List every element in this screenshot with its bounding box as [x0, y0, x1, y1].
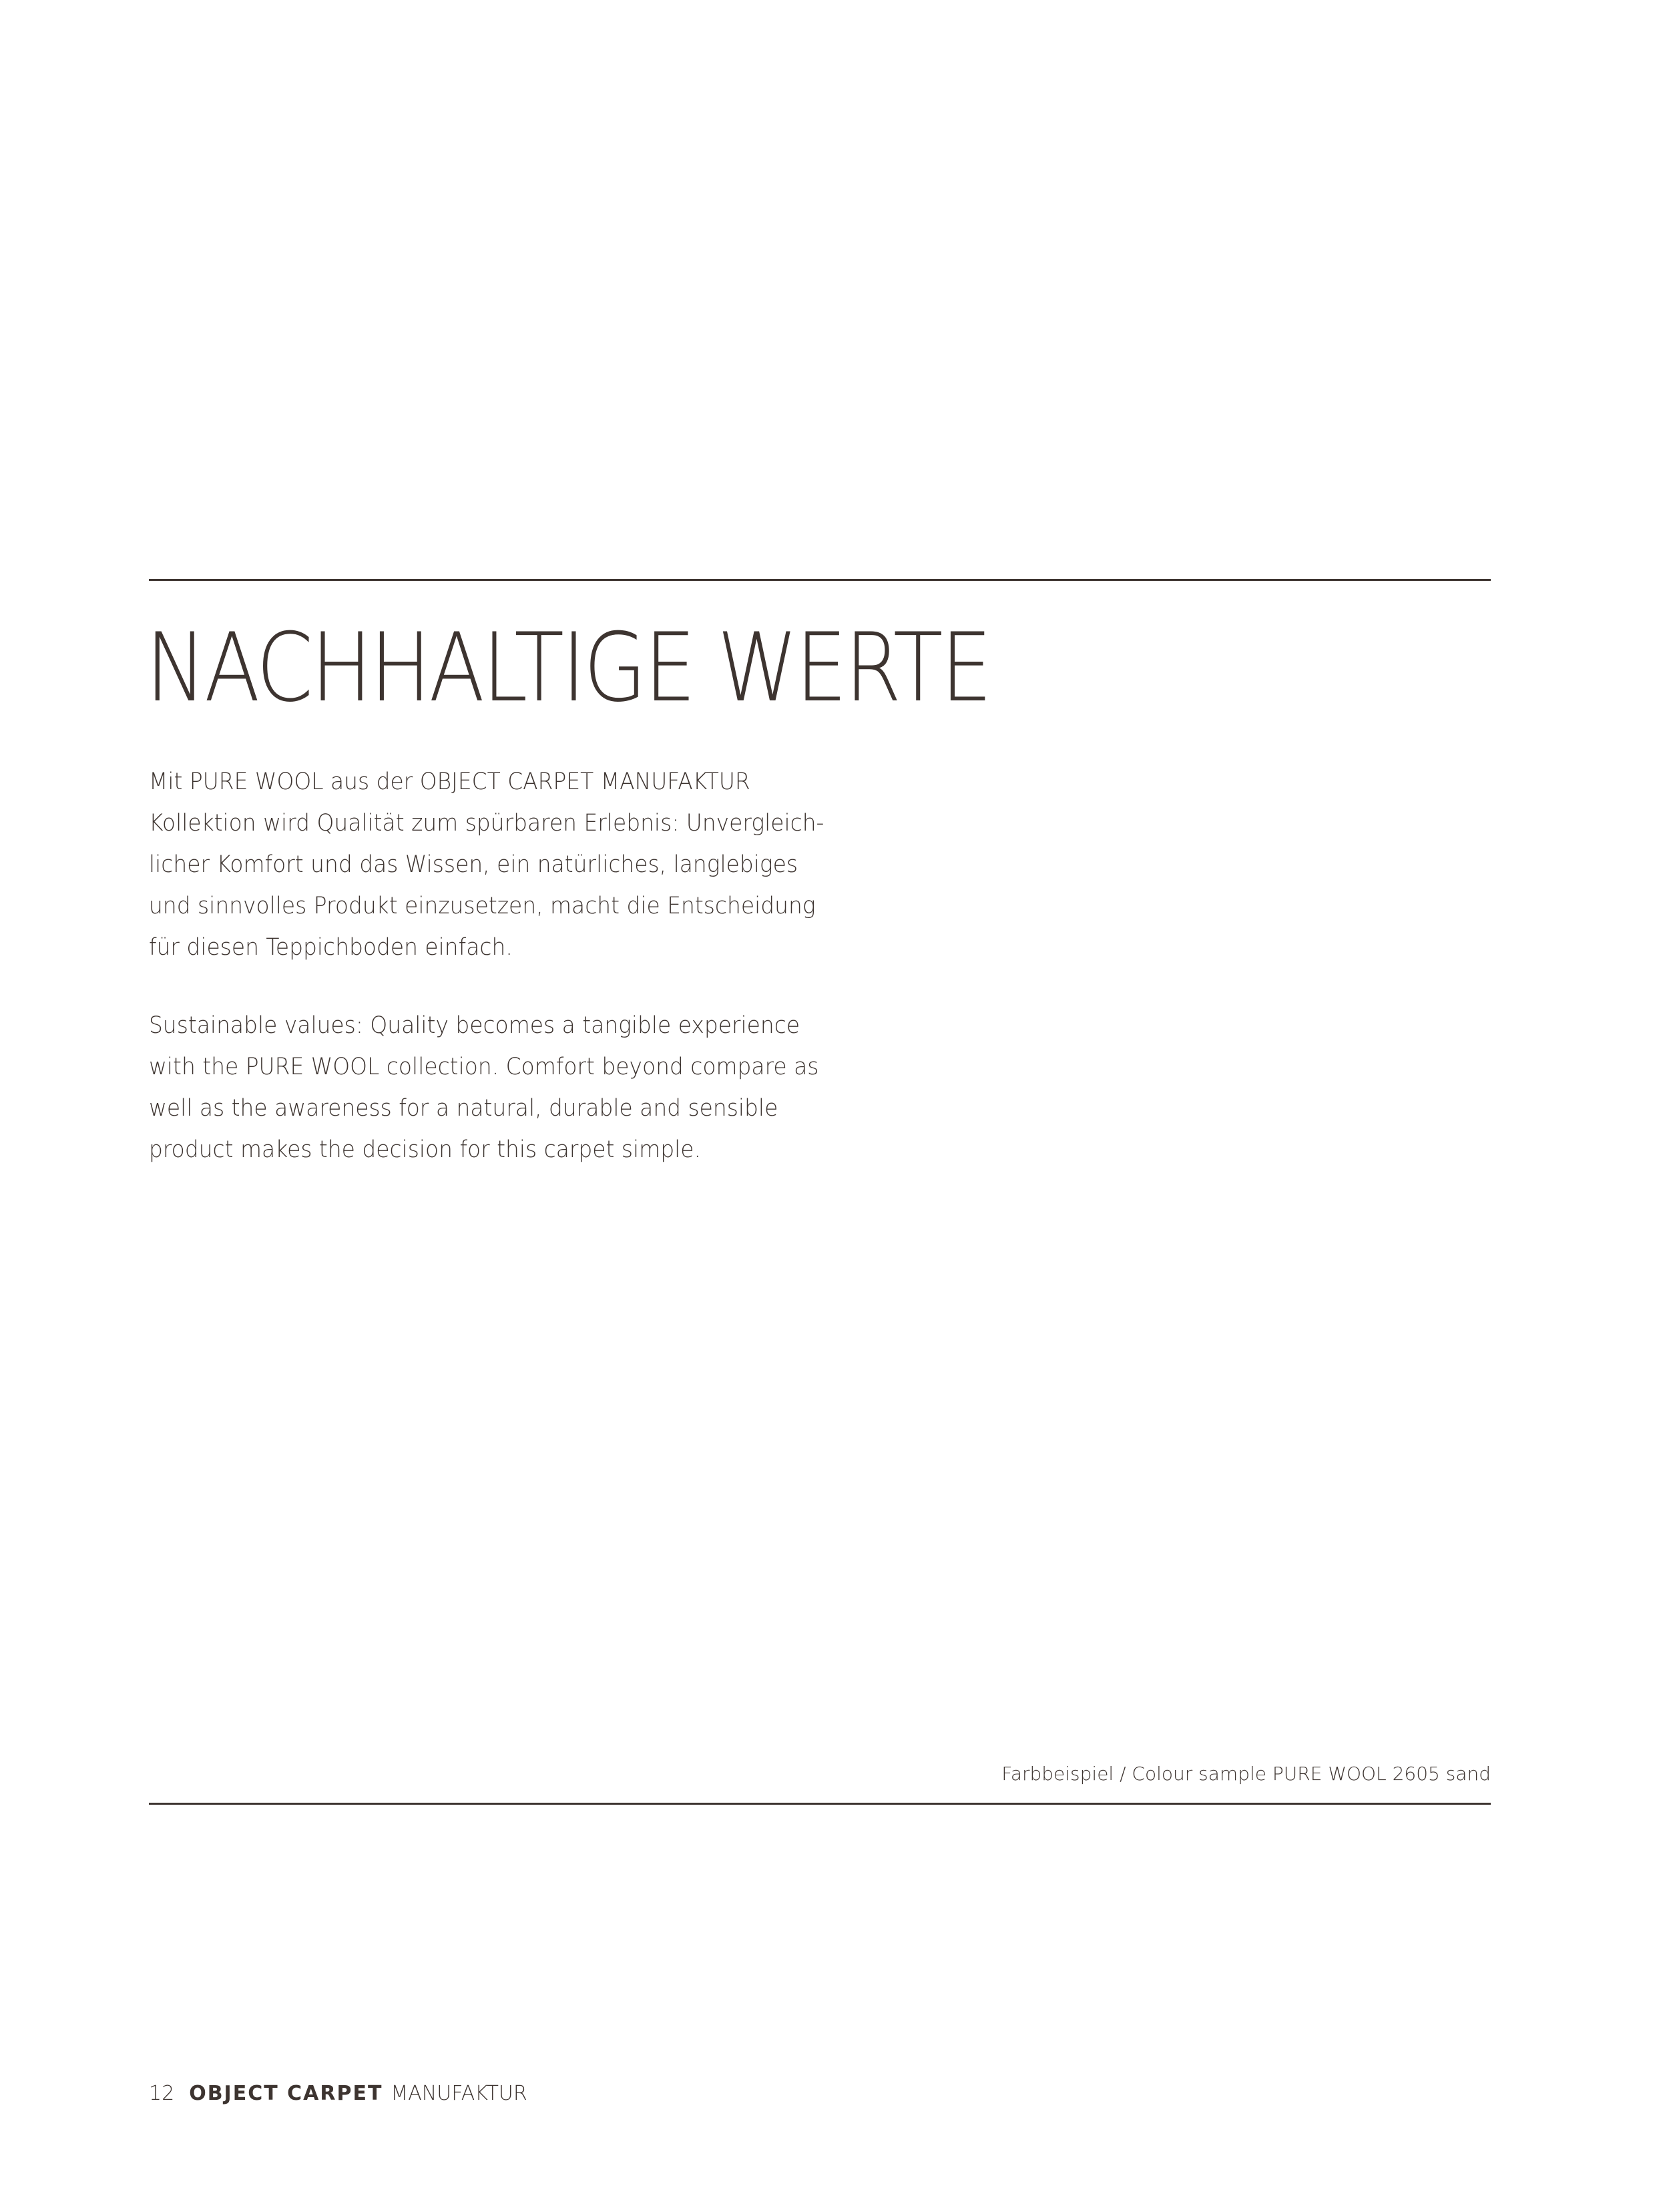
body-line: product makes the decision for this carpet simple. [149, 1136, 701, 1163]
body-line: well as the awareness for a natural, durable and sensible [149, 1095, 778, 1122]
body-line: with the PURE WOOL collection. Comfort beyond compare as [149, 1054, 819, 1080]
top-divider [149, 579, 1491, 581]
body-line: Mit PURE WOOL aus der OBJECT CARPET MANUFAKTUR [149, 768, 750, 795]
body-line: für diesen Teppichboden einfach. [149, 934, 513, 961]
body-line: Kollektion wird Qualität zum spürbaren Erlebnis: Unvergleich- [149, 810, 824, 837]
body-line: und sinnvolles Produkt einzusetzen, macht die Entscheidung [149, 893, 816, 919]
page-title: NACHHALTIGE WERTE [146, 613, 990, 723]
brand-name-light: MANUFAKTUR [391, 2082, 527, 2105]
page-footer [149, 2082, 527, 2110]
body-text-english [149, 1005, 897, 1170]
bottom-divider [149, 1803, 1491, 1805]
body-line: licher Komfort und das Wissen, ein natürliches, langlebiges [149, 851, 798, 878]
page-number: 12 [149, 2082, 175, 2105]
brand-name-bold: OBJECT CARPET [189, 2082, 383, 2105]
colour-sample-caption: Farbbeispiel / Colour sample PURE WOOL 2605 sand [1001, 1763, 1491, 1785]
body-line: Sustainable values: Quality becomes a tangible experience [149, 1012, 800, 1039]
body-text-german [149, 761, 897, 968]
